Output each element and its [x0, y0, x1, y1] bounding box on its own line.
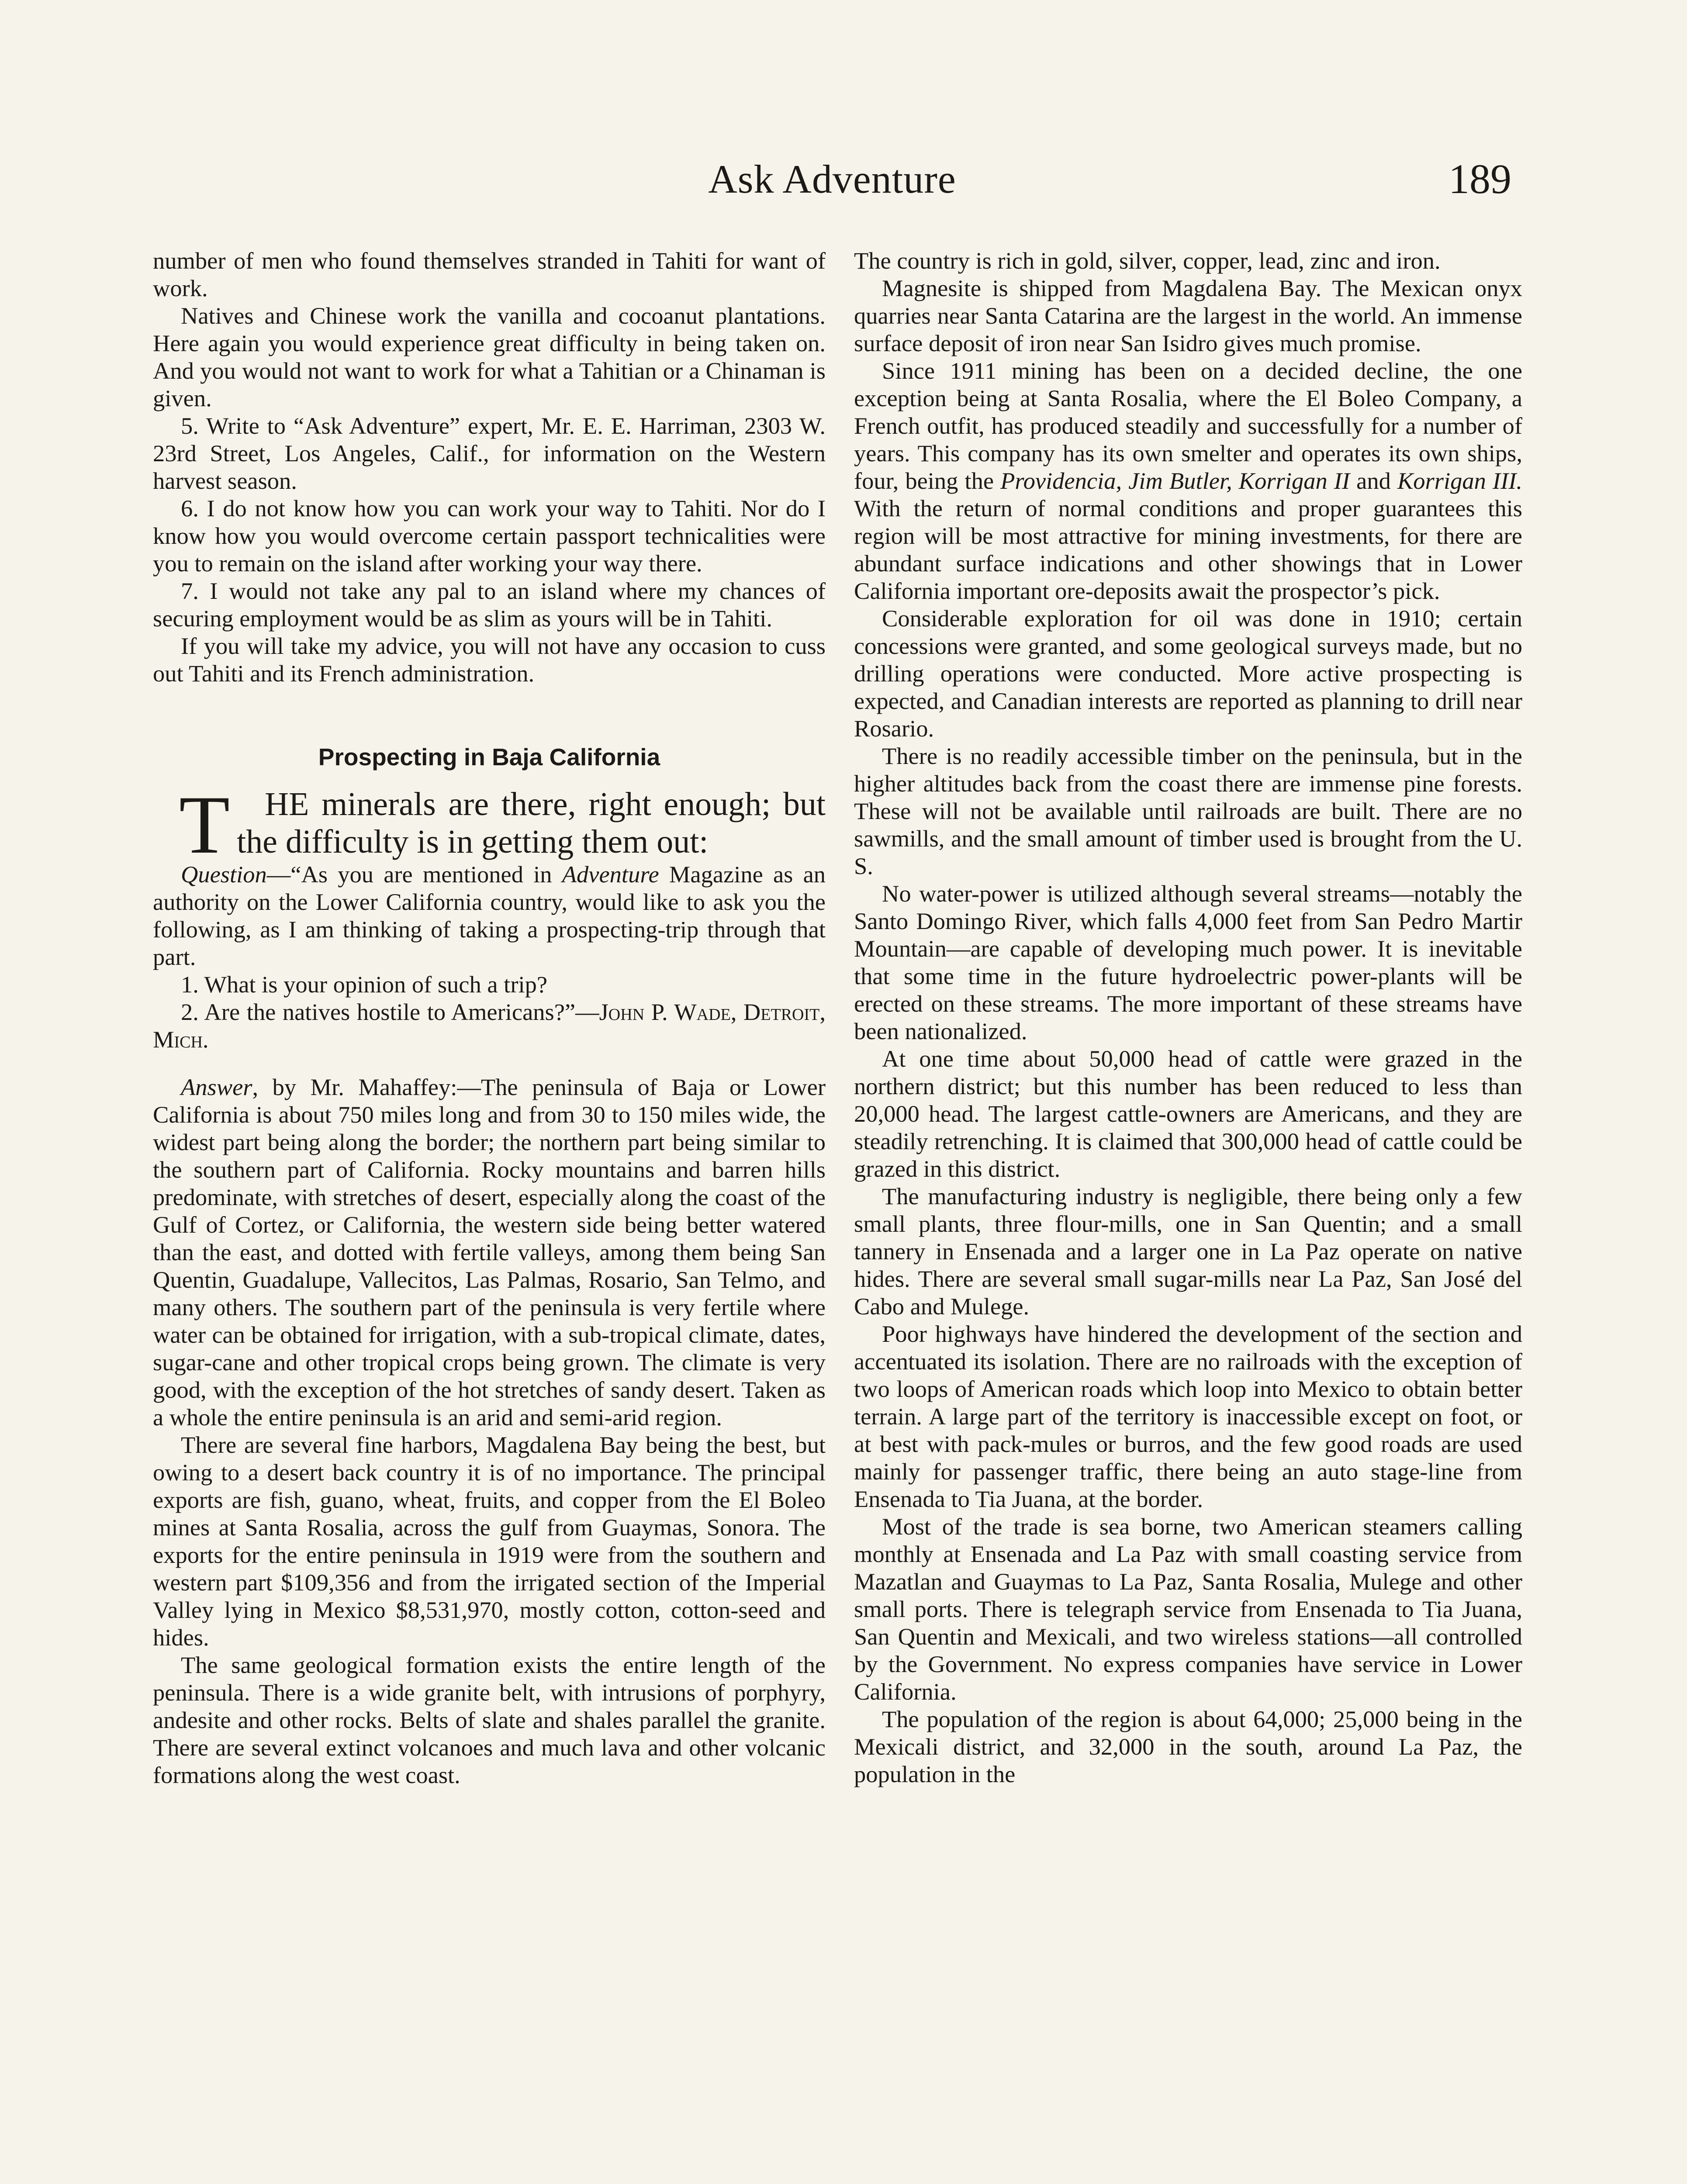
author-name: John	[599, 999, 645, 1025]
paragraph	[854, 357, 1522, 605]
author-location: P. Wade, Detroit, Mich.	[153, 999, 826, 1053]
paragraph: The population of the region is about 64,000; 25,000 being in the Mexicali district, and 32,000 in the south, around La Paz, the population in the	[854, 1706, 1522, 1787]
paragraph: 5. Write to “Ask Adventure” expert, Mr. E. E. Harriman, 2303 W. 23rd Street, Los Angeles, Calif., for information on the Western harvest season.	[153, 412, 826, 494]
paragraph: At one time about 50,000 head of cattle were grazed in the northern district; but this number has been reduced to less than 20,000 head. The largest cattle-owners are Americans, and they are steadily retrenching. It is claimed that 300,000 head of cattle could be grazed in this district.	[854, 1045, 1522, 1182]
drop-cap: T	[179, 779, 230, 871]
section-heading: Prospecting in Baja California	[318, 743, 660, 771]
question-item	[153, 998, 826, 1053]
answer-text: , by Mr. Mahaffey:—The peninsula of Baja or Lower California is about 750 miles long and from 30 to 150 miles wide, the widest part being along the border; the northern part being similar to the southern part of California. Rocky mountains and barren hills predominate, with stretches of desert, especially along the coast of the Gulf of Cortez, or California, the western side being better watered than the east, and dotted with fertile valleys, among them being San Quentin, Guadalupe, Vallecitos, Las Palmas, Rosario, San Telmo, and many others. The southern part of the peninsula is very fertile where water can be obtained for irrigation, with a sub-tropical climate, dates, sugar-cane and other tropical crops being grown. The climate is very good, with the exception of the hot stretches of sandy desert. Taken as a whole the entire peninsula is an arid and semi-arid region.	[153, 1074, 826, 1431]
answer-label: Answer	[181, 1074, 252, 1100]
lead-paragraph	[153, 779, 826, 871]
paragraph-text: Since 1911 mining has been on a decided decline, the one exception being at Santa Rosalia, where the El Boleo Company, a French outfit, has produced steadily and successfully for a number of years. This company has its own smelter and operates its own ships, four, being the	[854, 357, 1522, 494]
paragraph: The manufacturing industry is negligible, there being only a few small plants, three flour-mills, one in San Quentin; and a small tannery in Ensenada and a larger one in La Paz operate on native hides. There are several small sugar-mills near La Paz, San José del Cabo and Mulege.	[854, 1183, 1522, 1320]
lead-text: HE minerals are there, right enough; but the difficulty is in getting them out:	[237, 786, 826, 860]
magazine-name: Adventure	[562, 861, 659, 888]
paragraph: Poor highways have hindered the development of the section and accentuated its isolation. There are no railroads with the exception of two loops of American roads which loop into Mexico to obtain better terrain. A large part of the territory is inaccessible except on foot, or at best with pack-mules or burros, and the few good roads are used mainly for passenger traffic, there being an auto stage-line from Ensenada to Tia Juana, at the border.	[854, 1320, 1522, 1512]
ship-name: Korrigan III.	[1397, 467, 1522, 494]
spacer	[153, 1053, 826, 1073]
paragraph: Considerable exploration for oil was done in 1910; certain concessions were granted, and some geological surveys made, but no drilling operations were conducted. More active prospecting is expected, and Canadian interests are reported as planning to drill near Rosario.	[854, 605, 1522, 742]
paragraph: There is no readily accessible timber on the peninsula, but in the higher altitudes back from the coast there are immense pine forests. These will not be available until railroads are built. There are no sawmills, and the small amount of timber used is brought from the U. S.	[854, 743, 1522, 879]
question-label: Question	[181, 861, 267, 888]
paragraph: Natives and Chinese work the vanilla and cocoanut plantations. Here again you would experience great difficulty in being taken on. And you would not want to work for what a Tahitian or a Chinaman is given.	[153, 302, 826, 411]
paragraph: The country is rich in gold, silver, copper, lead, zinc and iron.	[854, 247, 1441, 274]
ship-names: Providencia, Jim Butler, Korrigan II	[1000, 467, 1350, 494]
paragraph: The same geological formation exists the entire length of the peninsula. There is a wide granite belt, with intrusions of porphyry, andesite and other rocks. Belts of slate and shales parallel the granite. There are several extinct volcanoes and much lava and other volcanic formations along the west coast.	[153, 1652, 826, 1788]
running-title: Ask Adventure	[708, 157, 956, 201]
paragraph: number of men who found themselves stranded in Tahiti for want of work.	[153, 247, 826, 301]
page-number: 189	[1448, 156, 1511, 202]
question-item: 1. What is your opinion of such a trip?	[181, 971, 548, 998]
right-column	[854, 247, 1522, 1788]
left-column	[153, 247, 826, 1789]
paragraph: 7. I would not take any pal to an island where my chances of securing employment would be as slim as yours will be in Tahiti.	[153, 577, 826, 632]
paragraph: 6. I do not know how you can work your way to Tahiti. Nor do I know how you would overcome certain passport technicalities were you to remain on the island after working your way there.	[153, 495, 826, 577]
page-header	[153, 153, 1511, 218]
question-text: —“As you are mentioned in	[266, 861, 562, 888]
paragraph: Magnesite is shipped from Magdalena Bay. The Mexican onyx quarries near Santa Catarina are the largest in the world. An immense surface deposit of iron near San Isidro gives much promise.	[854, 275, 1522, 356]
paragraph-text: With the return of normal conditions and proper guarantees this region will be most attractive for mining investments, for there are abundant surface indications and other showings that in Lower California important ore-deposits await the prospector’s pick.	[854, 495, 1522, 604]
question-text: Magazine as an authority on the Lower California country, would like to ask you the following, as I am thinking of taking a prospecting-trip through that part.	[153, 861, 826, 970]
paragraph-text: and	[1350, 467, 1397, 494]
paragraph: No water-power is utilized although several streams—notably the Santo Domingo River, which falls 4,000 feet from San Pedro Martir Mountain—are capable of developing much power. It is inevitable that some time in the future hydroelectric power-plants will be erected on these streams. The more important of these streams have been nationalized.	[854, 880, 1522, 1044]
question-paragraph	[153, 860, 826, 971]
paragraph: If you will take my advice, you will not have any occasion to cuss out Tahiti and its French administration.	[153, 632, 826, 687]
question-item-text: 2. Are the natives hostile to Americans?”—	[181, 999, 599, 1025]
answer-paragraph	[153, 1073, 826, 1431]
paragraph: Most of the trade is sea borne, two American steamers calling monthly at Ensenada and La Paz with small coasting service from Mazatlan and Guaymas to La Paz, Santa Rosalia, Mulege and other small ports. There is telegraph service from Ensenada to Tia Juana, San Quentin and Mexicali, and two wireless stations—all controlled by the Government. No express companies have service in Lower California.	[854, 1513, 1522, 1705]
paragraph: There are several fine harbors, Magdalena Bay being the best, but owing to a desert back country it is of no importance. The principal exports are fish, guano, wheat, fruits, and copper from the El Boleo mines at Santa Rosalia, across the gulf from Guaymas, Sonora. The exports for the entire peninsula in 1919 were from the southern and western part $109,356 and from the irrigated section of the Imperial Valley lying in Mexico $8,531,970, mostly cotton, cotton-seed and hides.	[153, 1431, 826, 1651]
